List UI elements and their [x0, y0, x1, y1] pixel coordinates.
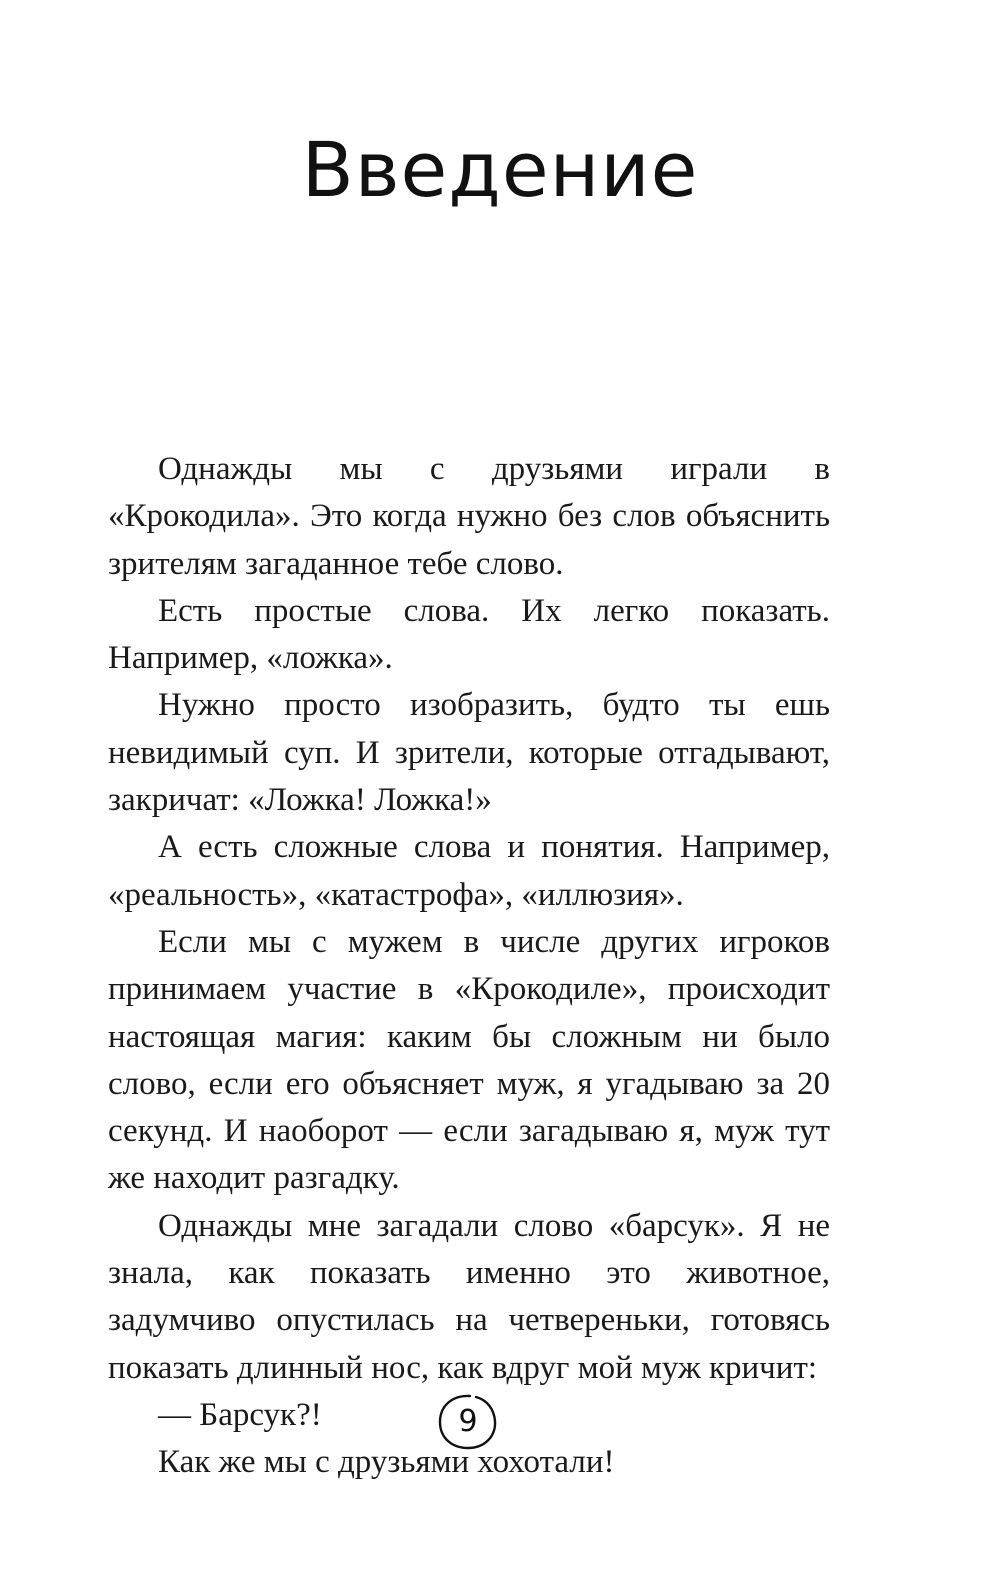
paragraph: А есть сложные слова и понятия. Например, «реальность», «катастрофа», «иллюзия». — [108, 829, 830, 913]
paragraph: Однажды мне загадали слово «барсук». Я не знала, как показать именно это животное, задумчиво опустилась на четвереньки, готовясь показать длинный нос, как вдруг мой муж кричит: — [108, 1207, 830, 1386]
paragraph: Есть простые слова. Их легко показать. Например, «ложка». — [108, 592, 830, 677]
page-number-badge — [436, 1392, 500, 1452]
paragraph: Если мы с мужем в числе других игроков принимаем участие в «Крокодиле», происходит настоящая магия: каким бы сложным ни было слово, если его объясняет муж, я угадываю за 20 секунд. И наоборот — если загадываю я, муж тут же находит разгадку. — [108, 923, 830, 1197]
body-text — [108, 446, 830, 1487]
paragraph: Нужно просто изобразить, будто ты ешь невидимый суп. И зрители, которые отгадывают, закричат: «Ложка! Ложка!» — [108, 687, 830, 819]
chapter-title: Введение — [301, 125, 699, 214]
page-number: 9 — [458, 1404, 478, 1439]
paragraph: — Барсук?! — [158, 1396, 322, 1433]
paragraph: Однажды мы с друзьями играли в «Крокодила». Это когда нужно без слов объяснить зрителям загаданное тебе слово. — [108, 451, 830, 582]
paragraph: Как же мы с друзьями хохотали! — [158, 1444, 615, 1481]
